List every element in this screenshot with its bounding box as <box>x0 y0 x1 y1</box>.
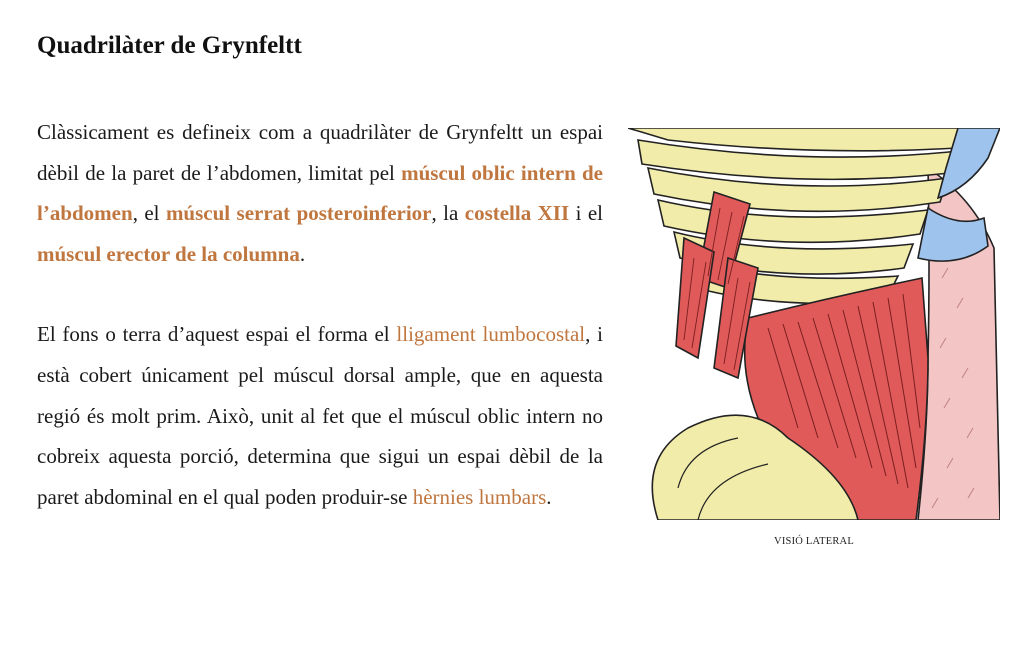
link-internal-oblique-muscle[interactable]: múscul oblic intern de l’abdomen <box>37 160 603 226</box>
paragraph-2 <box>37 314 603 517</box>
paragraph-1 <box>37 112 603 274</box>
link-twelfth-rib[interactable]: costella XII <box>464 201 570 226</box>
text-run: i el <box>569 201 604 226</box>
text-run: El fons o terra d’aquest espai el forma el <box>37 322 397 347</box>
text-run: Clàssicament es defineix com a quadrilàter de Grynfeltt un espai dèbil de la paret de l’abdomen, limitat pel <box>37 120 603 185</box>
text-run: . <box>546 484 552 509</box>
link-serratus-posterior-inferior[interactable]: múscul serrat posteroinferior <box>165 201 432 226</box>
anatomy-illustration <box>628 128 1000 520</box>
link-lumbocostal-ligament[interactable]: lligament lumbocostal <box>396 322 586 347</box>
text-run: , la <box>431 201 465 226</box>
text-run: , i està cobert únicament pel múscul dorsal ample, que en aquesta regió és molt prim. Això, unit al fet que el múscul oblic intern no cobreix aquesta porció, determina que sigui un espai dèbil de la paret abdominal en el qual poden produir-se <box>37 322 603 509</box>
figure-caption: VISIÓ LATERAL <box>774 536 854 547</box>
link-erector-spinae[interactable]: múscul erector de la columna <box>37 241 300 266</box>
text-run: . <box>299 241 306 266</box>
article-body <box>37 112 603 517</box>
link-lumbar-hernias[interactable]: hèrnies lumbars <box>412 484 547 509</box>
page-title: Quadrilàter de Grynfeltt <box>37 32 302 59</box>
text-run: , el <box>132 201 166 226</box>
